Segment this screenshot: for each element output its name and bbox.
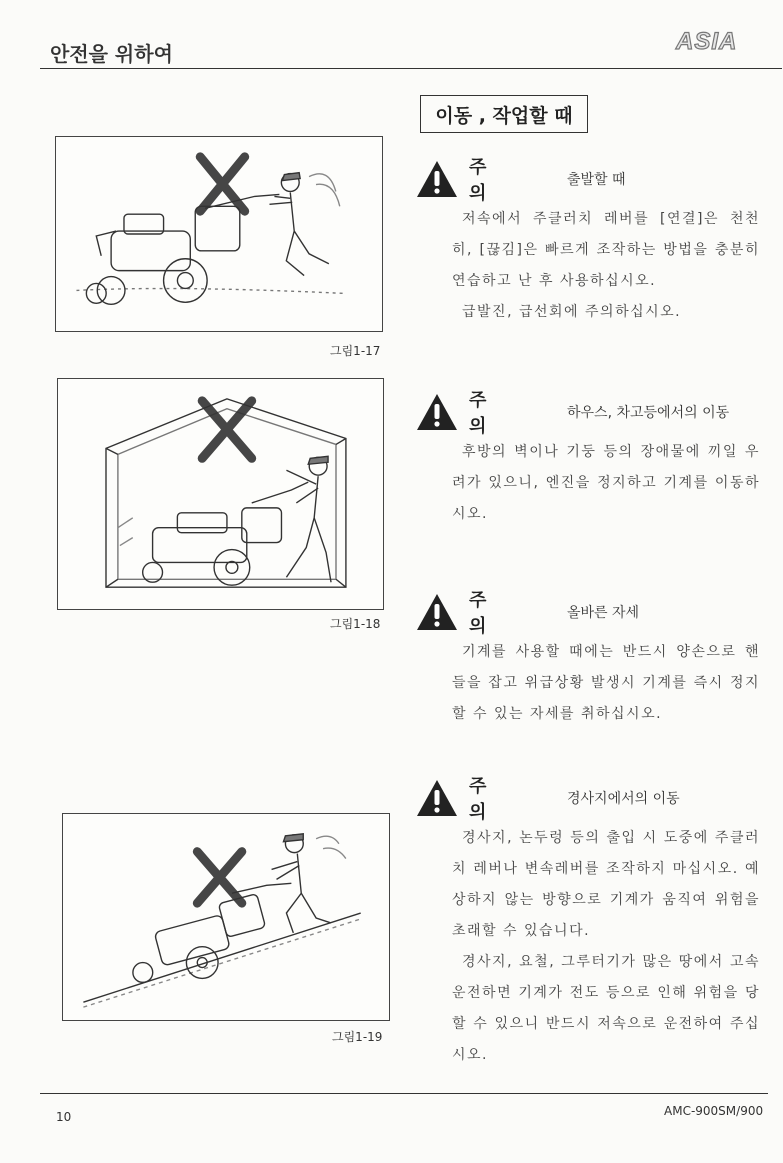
caution-body <box>452 823 760 1071</box>
figure-1-19 <box>62 813 390 1021</box>
page-number: 10 <box>56 1110 72 1124</box>
caution-body <box>452 437 760 530</box>
caution-paragraph: 경사지, 요철, 그루터기가 많은 땅에서 고속 운전하면 기계가 전도 등으로 인해 위험을 당할 수 있으니 반드시 저속으로 운전하여 주십시오. <box>452 954 760 1063</box>
warning-triangle-icon <box>415 778 459 818</box>
caution-paragraph: 급발진, 급선회에 주의하십시오. <box>462 304 682 320</box>
caution-label: 주 의 <box>469 157 501 204</box>
figure-caption: 그림1-19 <box>332 1030 383 1044</box>
caution-block-posture <box>415 591 760 730</box>
tiller-start-illustration <box>56 137 382 331</box>
caution-paragraph: 기계를 사용할 때에는 반드시 양손으로 핸들을 잡고 위급상황 발생시 기계를 즉시 정지할 수 있는 자세를 취하십시오. <box>452 644 760 722</box>
caution-topic: 경사지에서의 이동 <box>567 791 680 807</box>
brand-logo: ASIA <box>676 28 738 55</box>
page-header-title: 안전을 위하여 <box>50 42 173 66</box>
footer-rule <box>40 1093 768 1094</box>
caution-topic: 하우스, 차고등에서의 이동 <box>567 405 730 421</box>
caution-label: 주 의 <box>469 590 501 637</box>
model-number: AMC-900SM/900 <box>664 1104 764 1118</box>
tiller-garage-illustration <box>58 379 383 609</box>
figure-1-17 <box>55 136 383 332</box>
caution-paragraph: 경사지, 논두렁 등의 출입 시 도중에 주클러치 레버나 변속레버를 조작하지 마십시오. 예상하지 않는 방향으로 기계가 움직여 위험을 초래할 수 있습니다. <box>452 830 760 939</box>
figure-caption: 그림1-18 <box>330 617 381 631</box>
tiller-slope-illustration <box>63 814 389 1020</box>
caution-topic: 올바른 자세 <box>567 605 640 621</box>
figure-1-18 <box>57 378 384 610</box>
warning-triangle-icon <box>415 592 459 632</box>
caution-label: 주 의 <box>469 776 501 823</box>
caution-label: 주 의 <box>469 390 501 437</box>
caution-paragraph: 후방의 벽이나 기둥 등의 장애물에 끼일 우려가 있으니, 엔진을 정지하고 기계를 이동하시오. <box>452 444 760 522</box>
caution-paragraph: 저속에서 주클러치 레버를 [연결]은 천천히, [끊김]은 빠르게 조작하는 방법을 충분히 연습하고 난 후 사용하십시오. <box>452 211 760 289</box>
caution-topic: 출발할 때 <box>567 172 626 188</box>
caution-block-start <box>415 158 760 328</box>
figure-caption: 그림1-17 <box>330 344 381 358</box>
header-rule <box>40 68 782 69</box>
warning-triangle-icon <box>415 392 459 432</box>
warning-triangle-icon <box>415 159 459 199</box>
caution-block-slope <box>415 777 760 1071</box>
caution-body <box>452 204 760 328</box>
section-title: 이동 , 작업할 때 <box>420 95 588 133</box>
caution-body <box>452 637 760 730</box>
caution-block-garage <box>415 391 760 530</box>
